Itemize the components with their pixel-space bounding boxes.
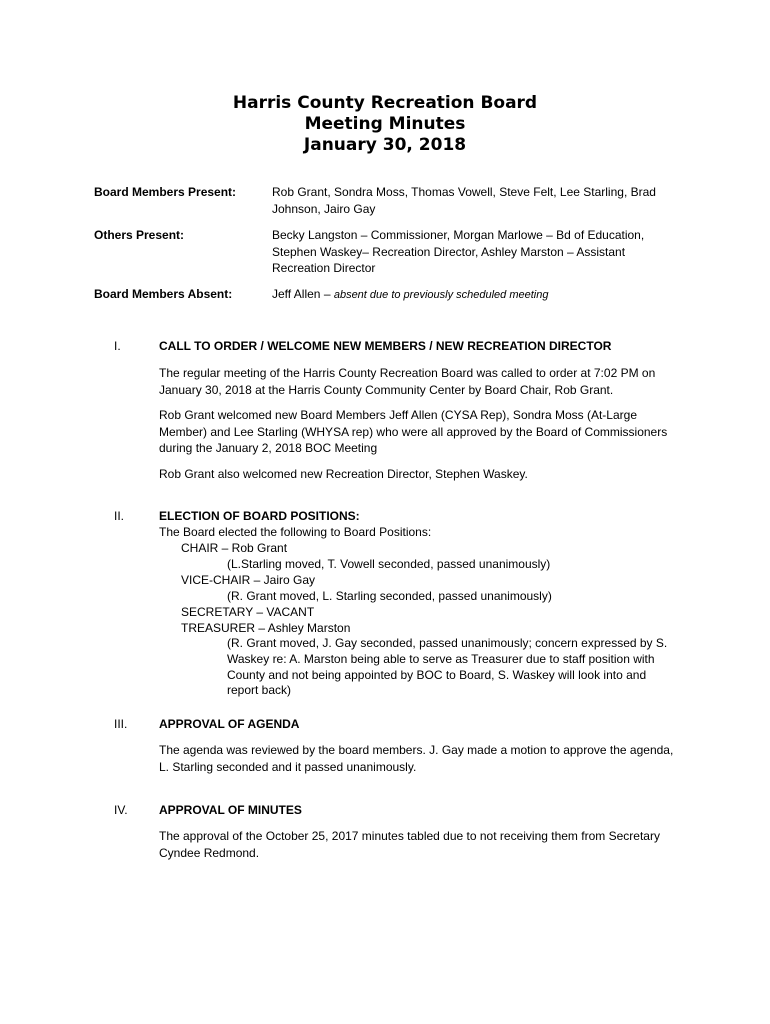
section-number: IV. [114,803,128,817]
section-heading: APPROVAL OF MINUTES [159,803,302,817]
absent-note: absent due to previously scheduled meeting [333,289,549,301]
members-absent-value [272,286,682,304]
vice-chair-position: VICE-CHAIR – Jairo Gay [181,573,316,587]
chair-vote-note: (L.Starling moved, T. Vowell seconded, passed unanimously) [227,557,551,571]
others-present-value: Becky Langston – Commissioner, Morgan Marlowe – Bd of Education, Stephen Waskey– Recreation Director, Ashley Marston – Assistant Recreation Director [272,228,645,275]
paragraph: Rob Grant also welcomed new Recreation Director, Stephen Waskey. [159,467,528,481]
document-type: Meeting Minutes [304,114,466,134]
org-name: Harris County Recreation Board [232,93,538,113]
paragraph: The approval of the October 25, 2017 minutes tabled due to not receiving them from Secretary Cyndee Redmond. [159,829,660,860]
section-heading: APPROVAL OF AGENDA [159,717,300,731]
paragraph: The agenda was reviewed by the board members. J. Gay made a motion to approve the agenda, L. Starling seconded and it passed unanimously. [159,743,674,774]
absent-name: Jeff Allen – [272,287,334,301]
section-heading: CALL TO ORDER / WELCOME NEW MEMBERS / NEW RECREATION DIRECTOR [159,339,612,353]
section-number: II. [114,509,125,523]
secretary-position: SECRETARY – VACANT [181,605,315,619]
paragraph: The regular meeting of the Harris County Recreation Board was called to order at 7:02 PM on January 30, 2018 at the Harris County Community Center by Board Chair, Rob Grant. [159,366,656,397]
members-absent-label: Board Members Absent: [94,287,233,301]
section-heading: ELECTION OF BOARD POSITIONS: [159,509,360,523]
members-present-value: Rob Grant, Sondra Moss, Thomas Vowell, Steve Felt, Lee Starling, Brad Johnson, Jairo Gay [272,185,656,216]
treasurer-vote-note: (R. Grant moved, J. Gay seconded, passed unanimously; concern expressed by S. Waskey re: A. Marston being able to serve as Treasurer due to staff position with County and not being appointed by BOC to Board, S. Waskey will look into and report back) [227,636,668,698]
chair-position: CHAIR – Rob Grant [181,541,288,555]
treasurer-position: TREASURER – Ashley Marston [181,621,351,635]
section-number: III. [114,717,128,731]
vice-chair-vote-note: (R. Grant moved, L. Starling seconded, passed unanimously) [227,589,552,603]
paragraph: Rob Grant welcomed new Board Members Jeff Allen (CYSA Rep), Sondra Moss (At-Large Member) and Lee Starling (WHYSA rep) who were all approved by the Board of Commissioners during the January 2, 2018 BOC Meeting [159,408,668,455]
election-intro: The Board elected the following to Board Positions: [159,525,432,539]
section-number: I. [114,339,121,353]
document-title [0,93,770,156]
meeting-date: January 30, 2018 [303,135,467,155]
members-present-label: Board Members Present: [94,185,237,199]
others-present-label: Others Present: [94,228,185,242]
